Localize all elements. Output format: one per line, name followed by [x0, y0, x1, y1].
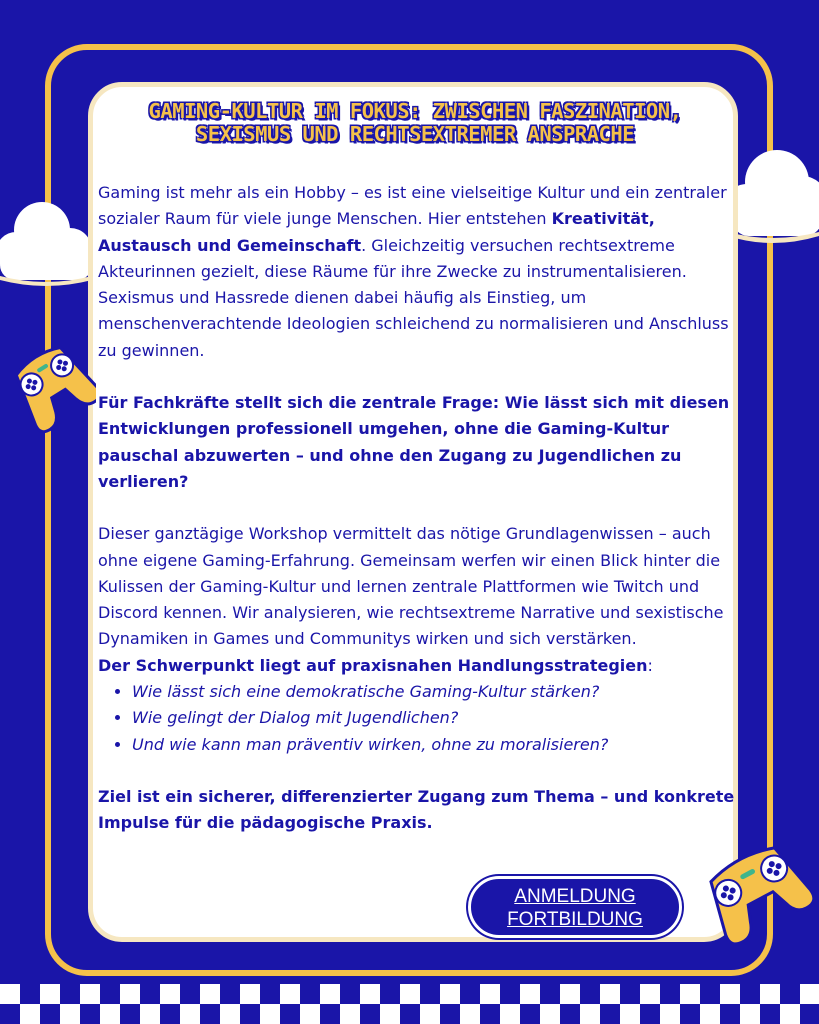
cta-line-2: FORTBILDUNG [507, 909, 643, 930]
list-item: • Und wie kann man präventiv wirken, ohne zu moralisieren? [132, 732, 738, 758]
checkered-footer [0, 984, 819, 1024]
question-paragraph [98, 390, 738, 495]
cloud-icon [0, 196, 94, 292]
goal-text: Ziel ist ein sicherer, differenzierter Zugang zum Thema – und konkrete Impulse für die pädagogische Praxis. [98, 786, 735, 833]
question-text: Für Fachkräfte stellt sich die zentrale Frage: Wie lässt sich mit diesen Entwicklungen professionell umgehen, ohne die Gaming-Kultur pauschal abzuwerten – und ohne den Zugang zu Jugendlichen zu verlieren? [98, 393, 730, 491]
intro-text-1: Gaming ist mehr als ein Hobby – es ist eine vielseitige Kultur und ein zentraler sozialer Raum für viele junge Menschen. Hier entstehen [98, 183, 727, 229]
list-item: • Wie gelingt der Dialog mit Jugendlichen? [132, 705, 738, 731]
intro-paragraph [98, 180, 738, 364]
question-list [98, 679, 738, 758]
gamepad-icon [692, 826, 816, 946]
workshop-paragraph: Dieser ganztägige Workshop vermittelt das nötige Grundlagenwissen – auch ohne eigene Gaming-Erfahrung. Gemeinsam werfen wir einen Blick hinter die Kulissen der Gaming-Kultur und lernen zentrale Plattformen wie Twitch und Discord kennen. Wir analysieren, wie rechtsextreme Narrative und sexistische Dynamiken in Games und Communitys wirken und sich verstärken. [98, 524, 724, 649]
gamepad-icon [4, 318, 96, 442]
focus-text: Der Schwerpunkt liegt auf praxisnahen Handlungsstrategien [98, 655, 648, 675]
goal-paragraph [98, 784, 738, 837]
intro-text-2: . Gleichzeitig versuchen rechtsextreme Akteurinnen gezielt, diese Räume für ihre Zwecke zu instrumentalisieren. Sexismus und Hassrede dienen dabei häufig als Einstieg, um menschenverachtende Ideologien schleichend zu normalisieren und Anschluss zu gewinnen. [98, 235, 729, 360]
focus-suffix: : [647, 655, 653, 675]
main-text [98, 180, 738, 837]
cta-line-1: ANMELDUNG [514, 886, 636, 907]
page-title [100, 100, 730, 146]
focus-paragraph [98, 653, 738, 679]
title-line-1: GAMING-KULTUR IM FOKUS: ZWISCHEN FASZINATION, [148, 99, 682, 123]
intro-highlight: Kreativität, Austausch und Gemeinschaft [98, 209, 655, 255]
list-item: • Wie lässt sich eine demokratische Gaming-Kultur stärken? [132, 679, 738, 705]
title-line-2: SEXISMUS UND RECHTSEXTREMER ANSPRACHE [195, 122, 635, 146]
registration-button[interactable] [468, 876, 682, 938]
